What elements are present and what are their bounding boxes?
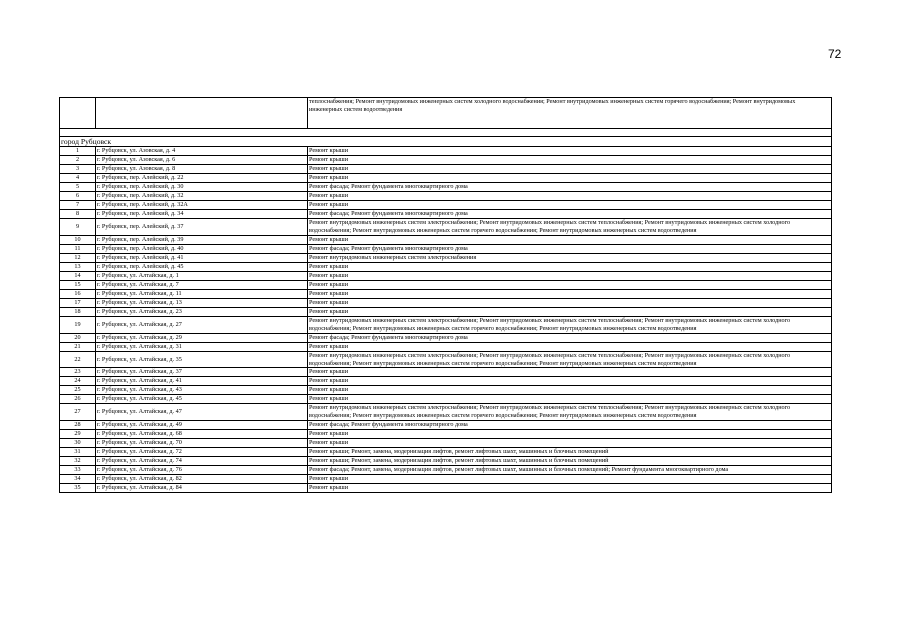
row-number-cell: 30 (60, 439, 96, 448)
table-row (60, 448, 832, 457)
work-type-cell: Ремонт крыши (308, 298, 832, 307)
address-cell: г. Рубцовск, пер. Алейский, д. 40 (96, 244, 308, 253)
work-type-cell: Ремонт крыши (308, 430, 832, 439)
table-row (60, 475, 832, 484)
work-type-cell: Ремонт крыши (308, 307, 832, 316)
address-cell: г. Рубцовск, ул. Алтайская, д. 13 (96, 298, 308, 307)
table-row (60, 395, 832, 404)
work-type-cell: Ремонт крыши (308, 280, 832, 289)
row-number-cell: 27 (60, 404, 96, 421)
row-number-cell: 14 (60, 271, 96, 280)
row-number-cell: 8 (60, 210, 96, 219)
work-type-cell: Ремонт внутридомовых инженерных систем электроснабжения; Ремонт внутридомовых инженерных систем теплоснабжения; Ремонт внутридомовых инженерных систем холодного водоснабжения; Ремонт внутридомовых инженерных систем горячего водоснабжения; Ремонт внутридомовых инженерных систем водоотведения (308, 351, 832, 368)
row-number-cell: 24 (60, 377, 96, 386)
work-type-cell: Ремонт крыши (308, 484, 832, 493)
address-cell: г. Рубцовск, пер. Алейский, д. 37 (96, 219, 308, 236)
work-type-cell: Ремонт крыши (308, 289, 832, 298)
work-type-cell: Ремонт крыши (308, 165, 832, 174)
table-row (60, 404, 832, 421)
address-cell: г. Рубцовск, пер. Алейский, д. 22 (96, 174, 308, 183)
work-type-cell: Ремонт крыши; Ремонт, замена, модернизация лифтов, ремонт лифтовых шахт, машинных и блочных помещений (308, 457, 832, 466)
city-row (60, 137, 832, 147)
table-row (60, 333, 832, 342)
spacer-cell (60, 129, 832, 137)
work-type-cell: Ремонт крыши (308, 201, 832, 210)
address-cell: г. Рубцовск, пер. Алейский, д. 34 (96, 210, 308, 219)
work-type-cell: Ремонт фасада; Ремонт фундамента многоквартирного дома (308, 421, 832, 430)
table-row (60, 457, 832, 466)
row-number-cell: 11 (60, 244, 96, 253)
work-type-cell: Ремонт крыши (308, 368, 832, 377)
work-type-cell: Ремонт крыши (308, 156, 832, 165)
work-type-cell: Ремонт фасада; Ремонт фундамента многоквартирного дома (308, 333, 832, 342)
work-type-cell: Ремонт крыши (308, 439, 832, 448)
address-cell: г. Рубцовск, ул. Алтайская, д. 11 (96, 289, 308, 298)
address-cell: г. Рубцовск, ул. Алтайская, д. 31 (96, 342, 308, 351)
address-cell: г. Рубцовск, ул. Алтайская, д. 37 (96, 368, 308, 377)
continuation-work-cell: теплоснабжения; Ремонт внутридомовых инженерных систем холодного водоснабжения; Ремонт внутридомовых инженерных систем горячего водоснабжения; Ремонт внутридомовых инженерных систем водоотведения (308, 98, 832, 129)
row-number-cell: 29 (60, 430, 96, 439)
row-number-cell: 9 (60, 219, 96, 236)
row-number-cell: 33 (60, 466, 96, 475)
address-cell: г. Рубцовск, ул. Алтайская, д. 29 (96, 333, 308, 342)
address-cell: г. Рубцовск, ул. Азовская, д. 4 (96, 147, 308, 156)
row-number-cell: 1 (60, 147, 96, 156)
table-row (60, 156, 832, 165)
table-row (60, 183, 832, 192)
table-row (60, 201, 832, 210)
table-row (60, 342, 832, 351)
row-number-cell: 15 (60, 280, 96, 289)
address-cell: г. Рубцовск, пер. Алейский, д. 32 (96, 192, 308, 201)
address-cell: г. Рубцовск, ул. Азовская, д. 8 (96, 165, 308, 174)
table-row (60, 466, 832, 475)
table-row (60, 386, 832, 395)
row-number-cell: 7 (60, 201, 96, 210)
address-cell: г. Рубцовск, пер. Алейский, д. 45 (96, 262, 308, 271)
address-cell: г. Рубцовск, ул. Алтайская, д. 49 (96, 421, 308, 430)
address-cell: г. Рубцовск, пер. Алейский, д. 30 (96, 183, 308, 192)
address-cell: г. Рубцовск, ул. Азовская, д. 6 (96, 156, 308, 165)
address-cell: г. Рубцовск, ул. Алтайская, д. 45 (96, 395, 308, 404)
address-cell: г. Рубцовск, ул. Алтайская, д. 74 (96, 457, 308, 466)
table-row (60, 430, 832, 439)
address-cell: г. Рубцовск, ул. Алтайская, д. 70 (96, 439, 308, 448)
table-row (60, 351, 832, 368)
table-row (60, 174, 832, 183)
row-number-cell: 31 (60, 448, 96, 457)
row-number-cell: 20 (60, 333, 96, 342)
address-cell: г. Рубцовск, ул. Алтайская, д. 23 (96, 307, 308, 316)
table-row (60, 192, 832, 201)
work-type-cell: Ремонт крыши (308, 235, 832, 244)
work-type-cell: Ремонт крыши (308, 395, 832, 404)
work-type-cell: Ремонт фасада; Ремонт фундамента многоквартирного дома (308, 210, 832, 219)
page-number: 72 (828, 47, 842, 61)
table-row (60, 377, 832, 386)
table-row (60, 316, 832, 333)
address-cell: г. Рубцовск, ул. Алтайская, д. 82 (96, 475, 308, 484)
row-number-cell: 23 (60, 368, 96, 377)
work-type-cell: Ремонт крыши (308, 475, 832, 484)
row-number-cell: 2 (60, 156, 96, 165)
address-cell: г. Рубцовск, ул. Алтайская, д. 41 (96, 377, 308, 386)
table-row (60, 271, 832, 280)
row-number-cell: 13 (60, 262, 96, 271)
table-row (60, 235, 832, 244)
row-number-cell: 18 (60, 307, 96, 316)
address-cell: г. Рубцовск, ул. Алтайская, д. 76 (96, 466, 308, 475)
address-cell: г. Рубцовск, ул. Алтайская, д. 84 (96, 484, 308, 493)
address-cell: г. Рубцовск, ул. Алтайская, д. 72 (96, 448, 308, 457)
address-cell: г. Рубцовск, ул. Алтайская, д. 7 (96, 280, 308, 289)
work-type-cell: Ремонт фасада; Ремонт фундамента многоквартирного дома (308, 183, 832, 192)
work-type-cell: Ремонт крыши (308, 386, 832, 395)
table-row (60, 219, 832, 236)
table-row (60, 253, 832, 262)
row-number-cell: 28 (60, 421, 96, 430)
address-cell: г. Рубцовск, ул. Алтайская, д. 43 (96, 386, 308, 395)
row-number-cell: 21 (60, 342, 96, 351)
row-number-cell: 32 (60, 457, 96, 466)
work-type-cell: Ремонт фасада; Ремонт фундамента многоквартирного дома (308, 244, 832, 253)
address-cell: г. Рубцовск, ул. Алтайская, д. 27 (96, 316, 308, 333)
row-number-cell: 17 (60, 298, 96, 307)
table-row (60, 262, 832, 271)
work-type-cell: Ремонт внутридомовых инженерных систем электроснабжения; Ремонт внутридомовых инженерных систем теплоснабжения; Ремонт внутридомовых инженерных систем холодного водоснабжения; Ремонт внутридомовых инженерных систем горячего водоснабжения; Ремонт внутридомовых инженерных систем водоотведения (308, 219, 832, 236)
repair-register-table (59, 97, 832, 493)
row-number-cell: 4 (60, 174, 96, 183)
row-number-cell: 12 (60, 253, 96, 262)
work-type-cell: Ремонт внутридомовых инженерных систем электроснабжения; Ремонт внутридомовых инженерных систем теплоснабжения; Ремонт внутридомовых инженерных систем холодного водоснабжения; Ремонт внутридомовых инженерных систем горячего водоснабжения; Ремонт внутридомовых инженерных систем водоотведения (308, 404, 832, 421)
table-row (60, 280, 832, 289)
table-row (60, 421, 832, 430)
table-body (60, 98, 832, 493)
table-row (60, 484, 832, 493)
row-number-cell: 5 (60, 183, 96, 192)
work-type-cell: Ремонт внутридомовых инженерных систем электроснабжения (308, 253, 832, 262)
address-cell: г. Рубцовск, пер. Алейский, д. 41 (96, 253, 308, 262)
work-type-cell: Ремонт крыши; Ремонт, замена, модернизация лифтов, ремонт лифтовых шахт, машинных и блочных помещений (308, 448, 832, 457)
work-type-cell: Ремонт крыши (308, 262, 832, 271)
work-type-cell: Ремонт крыши (308, 174, 832, 183)
table-row (60, 307, 832, 316)
table-row (60, 244, 832, 253)
work-type-cell: Ремонт крыши (308, 377, 832, 386)
table-row (60, 289, 832, 298)
row-number-cell: 3 (60, 165, 96, 174)
work-type-cell: Ремонт крыши (308, 192, 832, 201)
row-number-cell: 6 (60, 192, 96, 201)
table-row (60, 165, 832, 174)
row-number-cell: 19 (60, 316, 96, 333)
continuation-address-cell (96, 98, 308, 129)
table-row (60, 210, 832, 219)
row-number-cell: 26 (60, 395, 96, 404)
address-cell: г. Рубцовск, ул. Алтайская, д. 35 (96, 351, 308, 368)
work-type-cell: Ремонт внутридомовых инженерных систем электроснабжения; Ремонт внутридомовых инженерных систем теплоснабжения; Ремонт внутридомовых инженерных систем холодного водоснабжения; Ремонт внутридомовых инженерных систем горячего водоснабжения; Ремонт внутридомовых инженерных систем водоотведения (308, 316, 832, 333)
row-number-cell: 25 (60, 386, 96, 395)
table-row (60, 147, 832, 156)
table-row (60, 368, 832, 377)
work-type-cell: Ремонт крыши (308, 342, 832, 351)
city-heading: город Рубцовск (60, 137, 832, 147)
spacer-row (60, 129, 832, 137)
work-type-cell: Ремонт крыши (308, 147, 832, 156)
address-cell: г. Рубцовск, пер. Алейский, д. 32А (96, 201, 308, 210)
address-cell: г. Рубцовск, пер. Алейский, д. 39 (96, 235, 308, 244)
table-row (60, 298, 832, 307)
work-type-cell: Ремонт крыши (308, 271, 832, 280)
row-number-cell: 16 (60, 289, 96, 298)
row-number-cell: 34 (60, 475, 96, 484)
row-number-cell: 10 (60, 235, 96, 244)
continuation-row (60, 98, 832, 129)
table-row (60, 439, 832, 448)
row-number-cell: 35 (60, 484, 96, 493)
continuation-num-cell (60, 98, 96, 129)
work-type-cell: Ремонт фасада; Ремонт, замена, модернизация лифтов, ремонт лифтовых шахт, машинных и блочных помещений; Ремонт фундамента многоквартирного дома (308, 466, 832, 475)
address-cell: г. Рубцовск, ул. Алтайская, д. 68 (96, 430, 308, 439)
address-cell: г. Рубцовск, ул. Алтайская, д. 1 (96, 271, 308, 280)
row-number-cell: 22 (60, 351, 96, 368)
address-cell: г. Рубцовск, ул. Алтайская, д. 47 (96, 404, 308, 421)
